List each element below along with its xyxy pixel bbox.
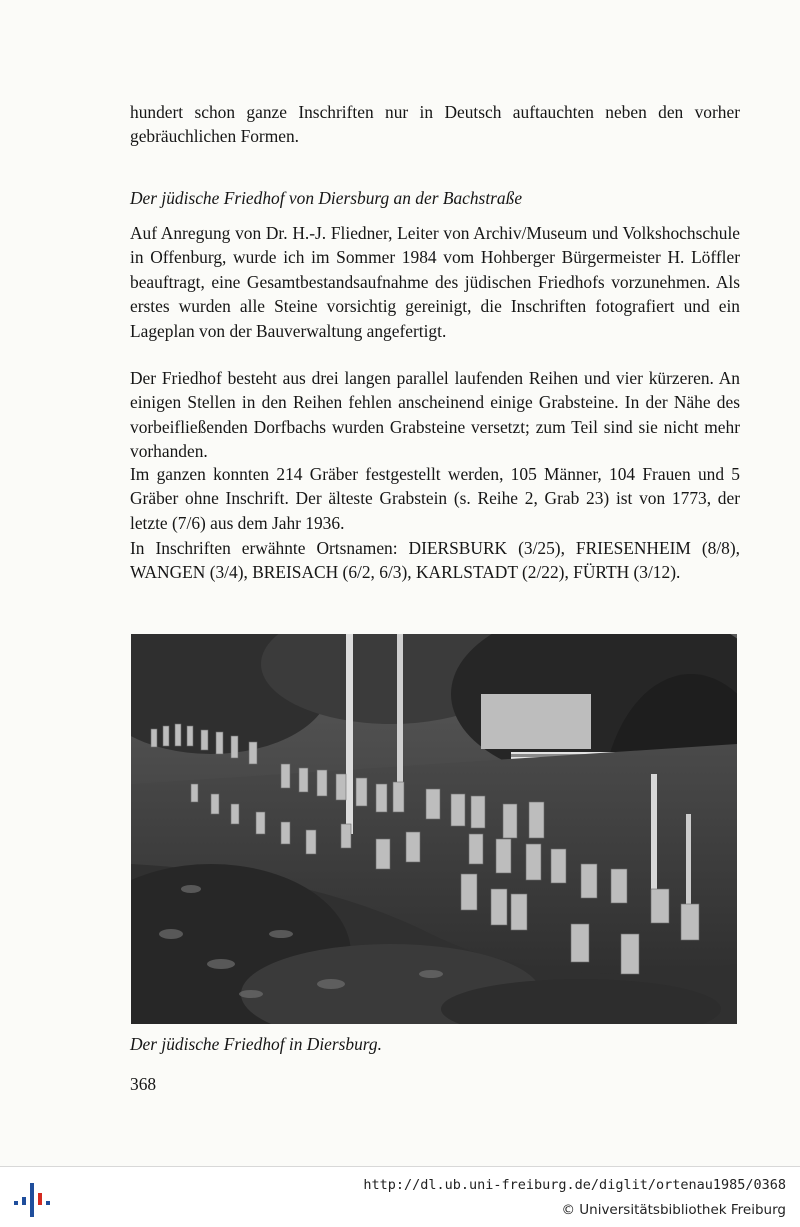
photo-caption: Der jüdische Friedhof in Diersburg. bbox=[130, 1034, 382, 1054]
body-block-4 bbox=[130, 536, 740, 585]
cemetery-photo-image bbox=[131, 634, 737, 1024]
body-block-3 bbox=[130, 462, 740, 535]
university-library-logo-icon[interactable] bbox=[12, 1179, 52, 1219]
document-url-link[interactable]: http://dl.ub.uni-freiburg.de/diglit/ortenau1985/0368 bbox=[363, 1177, 786, 1193]
paragraph-places: In Inschriften erwähnte Ortsnamen: DIERSBURK (3/25), FRIESENHEIM (8/8), WANGEN (3/4), BREISACH (6/2, 6/3), KARLSTADT (2/22), FÜRTH (3/12). bbox=[130, 538, 740, 583]
body-block-2 bbox=[130, 366, 740, 464]
footer-bar bbox=[0, 1166, 800, 1227]
paragraph-rows: Der Friedhof besteht aus drei langen parallel laufenden Reihen und vier kürzeren. An einigen Stellen in den Reihen fehlen anscheinend einige Grabsteine. In der Nähe des vorbeifließenden Dorfbachs wurden Grabsteine versetzt; zum Teil sind sie nicht mehr vorhanden. bbox=[130, 368, 740, 462]
body-block-1 bbox=[130, 221, 740, 343]
cemetery-photo bbox=[131, 634, 737, 1024]
intro-paragraph: hundert schon ganze Inschriften nur in Deutsch auftauchten neben den vorher gebräuchlichen Formen. bbox=[130, 102, 740, 147]
copyright-text: © Universitätsbibliothek Freiburg bbox=[561, 1202, 786, 1218]
page-number: 368 bbox=[130, 1074, 157, 1094]
paragraph-commission: Auf Anregung von Dr. H.-J. Fliedner, Leiter von Archiv/Museum und Volkshochschule in Offenburg, wurde ich im Sommer 1984 vom Hohberger Bürgermeister H. Löffler beauftragt, eine Gesamtbestandsaufnahme des jüdischen Friedhofs vorzunehmen. Als erstes wurden alle Steine vorsichtig gereinigt, die Inschriften fotografiert und ein Lageplan von der Bauverwaltung angefertigt. bbox=[130, 223, 740, 341]
paragraph-graves: Im ganzen konnten 214 Gräber festgestellt werden, 105 Männer, 104 Frauen und 5 Gräber ohne Inschrift. Der älteste Grabstein (s. Reihe 2, Grab 23) ist von 1773, der letzte (7/6) aus dem Jahr 1936. bbox=[130, 464, 740, 533]
section-heading-block bbox=[130, 186, 740, 210]
section-heading: Der jüdische Friedhof von Diersburg an der Bachstraße bbox=[130, 188, 523, 208]
intro-block bbox=[130, 100, 740, 149]
